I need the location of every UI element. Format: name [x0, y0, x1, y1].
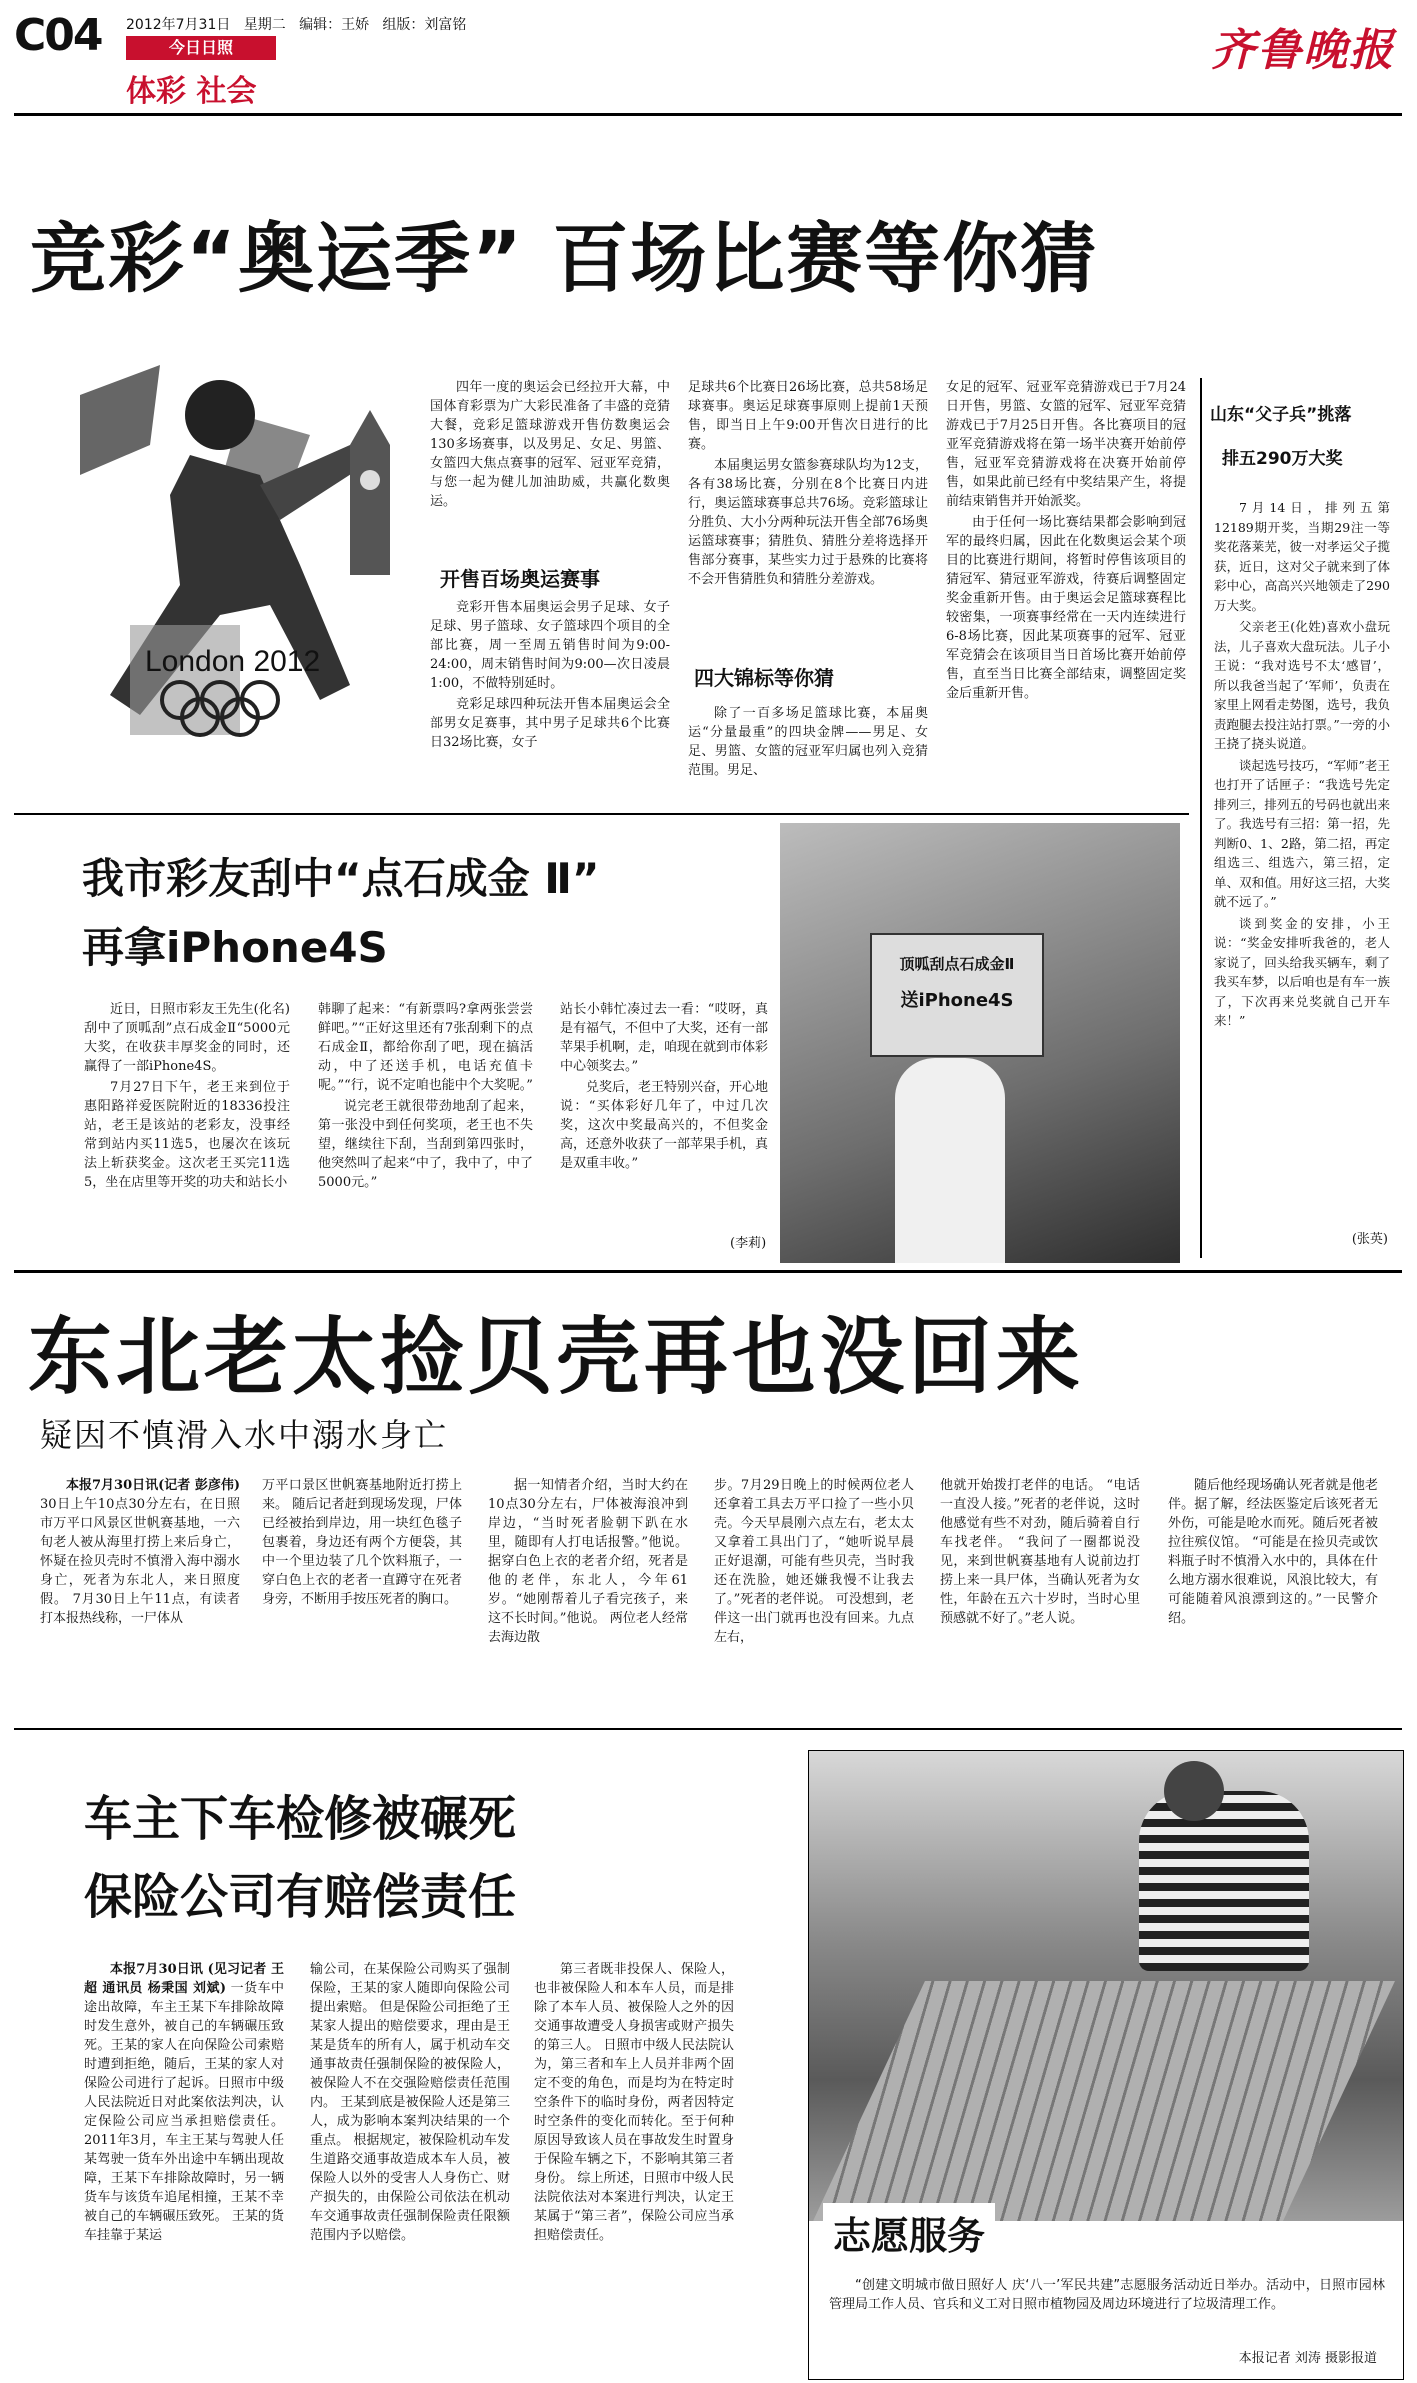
paragraph: 随后他经现场确认死者就是他老伴。据了解，经法医鉴定后该死者无外伤，可能是呛水而死。随后死者被拉往殡仪馆。 “可能是在捡贝壳或饮料瓶子时不慎滑入水中的，具体在什么地方溺水很难说，风浪比较大，有可能随着风浪漂到这的。”一民警介绍。 [1168, 1478, 1378, 1626]
paragraph: 说完老王就很带劲地刮了起来，第一张没中到任何奖项，老王也不失望，继续往下刮，当刮到第四张时，他突然叫了起来“中了，我中了，中了5000元。” [318, 1099, 533, 1190]
article1-subhead-1: 开售百场奥运赛事 [440, 567, 600, 591]
paragraph: 谈到奖金的安排，小王说：“奖金安排听我爸的，老人家说了，回头给我买辆车，剩了我买车梦，以后咱也是有车一族了，下次再来兑奖就自己开车来！” [1214, 915, 1390, 1028]
paragraph: 近日，日照市彩友王先生(化名)刮中了顶呱刮”点石成金Ⅱ“5000元大奖，在收获丰厚奖金的同时，还赢得了一部iPhone4S。 [84, 1002, 290, 1074]
article1-column-1b [430, 598, 670, 808]
article3-col1-text: 30日上午10点30分左右，在日照市万平口风景区世帆赛基地，一六旬老人被从海里打捞上来后身亡，怀疑在捡贝壳时不慎滑入海中溺水身亡，死者为东北人，来日照度假。 7月30日上午11点，有读者打本报热线称，一尸体从 [40, 1497, 240, 1626]
article1-column-2b [688, 704, 928, 804]
volunteer-title: 志愿服务 [823, 2203, 995, 2262]
volunteer-caption [829, 2276, 1385, 2316]
article3-subhead: 疑因不慎滑入水中溺水身亡 [40, 1416, 449, 1454]
paragraph: 7月14日，排列五第12189期开奖，当期29注一等奖花落莱芜，彼一对孝运父子揽获，近日，这对父子就来到了体彩中心，高高兴兴地领走了290万大奖。 [1214, 500, 1390, 613]
paragraph: 他就开始拨打老伴的电话。 “电话一直没人接。”死者的老伴说，这时他感觉有些不对劲，随后骑着自行车找老伴。 “我问了一圈都说没见，来到世帆赛基地有人说前边打捞上来一具尸体，当确认死者为女性，年龄在五六十岁时，当时心里预感就不好了。”老人说。 [940, 1478, 1140, 1626]
paragraph [40, 1476, 240, 1628]
page-number: C04 [14, 10, 102, 61]
header-rule [14, 113, 1402, 116]
sidebar-box [1200, 378, 1402, 1258]
article3-column-2 [262, 1476, 462, 1721]
article1-divider [14, 813, 1189, 815]
paragraph: 本届奥运男女篮参赛球队均为12支，各有38场比赛，分别在8个比赛日内进行，奥运篮球赛事总共76场。竞彩篮球让分胜负、大小分两种玩法开售全部76场奥运篮球赛事；猜胜负、猜胜分差将选择开售部分赛事，某些实力过于悬殊的比赛将不会开售猜胜负和猜胜分差游戏。 [688, 458, 928, 587]
article1-column-3 [946, 378, 1186, 808]
ticket-board-text-2: 送iPhone4S [900, 990, 1014, 1011]
article3-column-3 [488, 1476, 688, 1721]
article4-column-3 [534, 1960, 734, 2360]
volunteer-byline: 本报记者 刘涛 摄影报道 [1238, 2351, 1377, 2366]
article1-headline: 竞彩“奥运季” 百场比赛等你猜 [30, 214, 1099, 303]
paragraph: 四年一度的奥运会已经拉开大幕，中国体育彩票为广大彩民准备了丰盛的竞猜大餐，竞彩足篮球游戏开售仿数奥运会130多场赛事，以及男足、女足、男篮、女篮四大焦点赛事的冠军、冠亚军竞猜，与您一起为健儿加油助威，共赢化数奥运。 [430, 380, 670, 509]
paragraph: 站长小韩忙凑过去一看：“哎呀，真是有福气，不但中了大奖，还有一部苹果手机啊，走，咱现在就到市体彩中心领奖去。” [560, 1002, 768, 1074]
article2-headline-1: 我市彩友刮中“点石成金 Ⅱ” [82, 854, 600, 903]
article4-column-2 [310, 1960, 510, 2360]
paragraph: 除了一百多场足篮球比赛，本届奥运“分量最重”的四块金牌——男足、女足、男篮、女篮的冠亚军归属也列入竞猜范围。男足、 [688, 706, 928, 778]
article3-column-6 [1168, 1476, 1378, 1721]
paragraph: 输公司，在某保险公司购买了强制保险，王某的家人随即向保险公司提出索赔。 但是保险公司拒绝了王某家人提出的赔偿要求，理由是王某是货车的所有人，属于机动车交通事故责任强制保险的被保险人，被保险人不在交强险赔偿责任范围内。 王某到底是被保险人还是第三人，成为影响本案判决结果的一个重点。 根据规定，被保险机动车发生道路交通事故造成本车人员，被保险人以外的受害人人身伤亡、财产损失的，由保险公司依法在机动车交通事故责任强制保险责任限额范围内予以赔偿。 [310, 1962, 510, 2243]
sidebar-title-2: 排五290万大奖 [1222, 449, 1343, 469]
article4-lead: 本报7月30日讯 (见习记者 王超 通讯员 杨秉国 刘斌) [84, 1962, 284, 1996]
article3-lead: 本报7月30日讯(记者 彭彦伟) [66, 1478, 240, 1493]
article3-column-1 [40, 1476, 240, 1721]
sidebar-body [1214, 498, 1390, 1233]
article2-photo [780, 823, 1180, 1263]
volunteer-figure [1139, 1791, 1309, 1971]
caption-text: “创建文明城市做日照好人 庆‘八一’军民共建”志愿服务活动近日举办。活动中，日照市园林管理局工作人员、官兵和义工对日照市植物园及周边环境进行了垃圾清理工作。 [829, 2278, 1385, 2312]
paragraph [84, 1960, 284, 2245]
paragraph: 韩聊了起来：“有新票吗?拿两张尝尝鲜吧。”“正好这里还有7张刮剩下的点石成金Ⅱ，都给你刮了吧，现在搞活动，中了还送手机，电话充值卡呢。”“行，说不定咱也能中个大奖呢。” [318, 1002, 533, 1093]
article4-column-1 [84, 1960, 284, 2360]
paragraph: 竞彩开售本届奥运会男子足球、女子足球、男子篮球、女子篮球四个项目的全部比赛，周一至周五销售时间为9:00-24:00，周末销售时间为9:00—次日凌晨1:00，不做特别延时。 [430, 600, 670, 691]
boardwalk [813, 1981, 1395, 2221]
paragraph: 竞彩足球四种玩法开售本届奥运会全部男女足赛事，其中男子足球共6个比赛日32场比赛，女子 [430, 697, 670, 750]
sidebar-byline: (张英) [1351, 1232, 1388, 1247]
paragraph: 由于任何一场比赛结果都会影响到冠军的最终归属，因此在化数奥运会某个项目的比赛进行期间，将暂时停售该项目的猜冠军、猜冠亚军游戏，待赛后调整固定奖金重新开售。由于奥运会足篮球赛程比较密集，一项赛事经常在一天内连续进行6-8场比赛，因此某项赛事的冠军、冠亚军竞猜会在该项目当日首场比赛开始前停售，直至当日比赛全部结束，调整固定奖金后重新开售。 [946, 515, 1186, 701]
person-silhouette [895, 1058, 1005, 1263]
london-2012-text: London 2012 [145, 645, 321, 678]
paragraph: 步。7月29日晚上的时候两位老人还拿着工具去万平口捡了一些小贝壳。今天早晨刚六点左右，老太太又拿着工具出门了，“她听说早晨正好退潮，可能有些贝壳，当时我还在洗脸，她还嫌我慢不让我去了。”死者的老伴说。 可没想到，老伴这一出门就再也没有回来。九点左右， [714, 1478, 914, 1645]
ticket-board [870, 933, 1044, 1057]
editor-text: 编辑：王娇 [299, 17, 370, 33]
london-2012-logo [20, 355, 440, 775]
volunteer-photo-box [808, 1750, 1404, 2380]
paragraph: 据一知情者介绍，当时大约在10点30分左右，尸体被海浪冲到岸边，“当时死者脸朝下趴在水里，随即有人打电话报警。”他说。 据穿白色上衣的老者介绍，死者是他的老伴，东北人，今年61岁。“她刚帮着儿子看完孩子，来这不长时间。”他说。 两位老人经常去海边散 [488, 1478, 688, 1645]
ticket-board-text-1: 顶呱刮点石成金Ⅱ [899, 955, 1015, 973]
article2-column-1 [84, 1000, 290, 1258]
volunteer-photo [809, 1751, 1403, 2221]
layout-text: 组版：刘富铭 [382, 17, 467, 33]
paragraph: 第三者既非投保人、保险人，也非被保险人和本车人员，而是排除了本车人员、被保险人之外的因交通事故遭受人身损害或财产损失的第三人。 日照市中级人民法院认为，第三者和车上人员并非两个固定不变的角色，而是均为在特定时空条件下的临时身份，两者因特定时空条件的变化而转化。至于何种原因导致该人员在事故发生时置身于保险车辆之下，不影响其第三者身份。 综上所述，日照市中级人民法院依法对本案进行判决，认定王某属于“第三者”，保险公司应当承担赔偿责任。 [534, 1962, 734, 2243]
sidebar-title-1: 山东“父子兵”挑落 [1210, 405, 1352, 425]
date-text: 2012年7月31日 [126, 17, 231, 33]
section-tag [126, 36, 276, 60]
paragraph: 兑奖后，老王特别兴奋，开心地说：“买体彩好几年了，中过几次奖，这次中奖最高兴的，不但奖金高，还意外收获了一部苹果手机，真是双重丰收。” [560, 1080, 768, 1171]
paragraph: 万平口景区世帆赛基地附近打捞上来。 随后记者赶到现场发现，尸体已经被抬到岸边，用一块红色毯子包裹着，身边还有两个方便袋，其中一个里边装了几个饮料瓶子，一穿白色上衣的老者一直蹲守在死者身旁，不断用手按压死者的胸口。 [262, 1478, 462, 1607]
article1-column-2 [688, 378, 928, 658]
paragraph: 女足的冠军、冠亚军竞猜游戏已于7月24日开售，男篮、女篮的冠军、冠亚军竞猜游戏已于7月25日开售。各比赛项目的冠亚军竞猜游戏将在第一场半决赛开始前停售，冠亚军竞猜游戏将在决赛开始前停售，如果此前已经有中奖结果产生，将提前结束销售并开始派奖。 [946, 380, 1186, 509]
article1-subhead-2: 四大锦标等你猜 [694, 666, 834, 690]
weekday-text: 星期二 [243, 17, 286, 33]
issue-date [126, 14, 466, 34]
article2-column-2 [318, 1000, 533, 1258]
article3-headline: 东北老太捡贝壳再也没回来 [28, 1308, 1085, 1406]
paragraph: 足球共6个比赛日26场比赛，总共58场足球赛事。奥运足球赛事原则上提前1天预售，即当日上午9:00开售次日进行的比赛。 [688, 380, 928, 452]
article2-divider [14, 1270, 1402, 1273]
article4-col1-text: 一货车中途出故障，车主王某下车排除故障时发生意外，被自己的车辆碾压致死。王某的家人在向保险公司索赔时遭到拒绝，随后，王某的家人对保险公司进行了起诉。日照市中级人民法院近日对此案依法判决，认定保险公司应当承担赔偿责任。 2011年3月，车主王某与驾驶人任某驾驶一货车外出途中车辆出现故障，王某下车排除故障时，另一辆货车与该货车追尾相撞，王某不幸被自己的车辆碾压致死。 王某的货车挂靠于某运 [84, 1981, 284, 2243]
olympic-athlete-graphic [20, 355, 440, 775]
article4-headline-2: 保险公司有赔偿责任 [84, 1869, 517, 1925]
article2-headline-2: 再拿iPhone4S [82, 923, 388, 972]
paragraph: 7月27日下午，老王来到位于惠阳路祥爱医院附近的18336投注站，老王是该站的老彩友，没事经常到站内买11选5，也屡次在该玩法上斩获奖金。这次老王买完11选5，坐在店里等开奖的功夫和站长小 [84, 1080, 290, 1190]
article3-column-5 [940, 1476, 1140, 1721]
article3-column-4 [714, 1476, 914, 1721]
paragraph: 父亲老王(化姓)喜欢小盘玩法，儿子喜欢大盘玩法。儿子小王说：“我对选号不太‘感冒’，所以我爸当起了‘军师’，负责在家里上网看走势图，选号，我负责跑腿去投注站打票。”一旁的小王挠了挠头说道。 [1214, 619, 1390, 751]
masthead-logo: 齐鲁晚报 [1211, 25, 1395, 76]
volunteer-head [1164, 1761, 1224, 1821]
section-title: 体彩 社会 [126, 74, 257, 109]
paragraph: 谈起选号技巧，“军师”老王也打开了话匣子：“我选号先定排列三，排列五的号码也就出来了。我选号有三招：第一招，先判断0、1、2路，第二招，再定组选三、组选六，第三招，定单、双和值。用好这三招，大奖就不远了。” [1214, 757, 1390, 909]
article4-headline-1: 车主下车检修被碾死 [84, 1791, 517, 1847]
article2-column-3 [560, 1000, 768, 1230]
article3-divider [14, 1728, 1402, 1730]
article2-byline: (李莉) [730, 1236, 767, 1251]
section-tag-label: 今日日照 [168, 38, 233, 57]
